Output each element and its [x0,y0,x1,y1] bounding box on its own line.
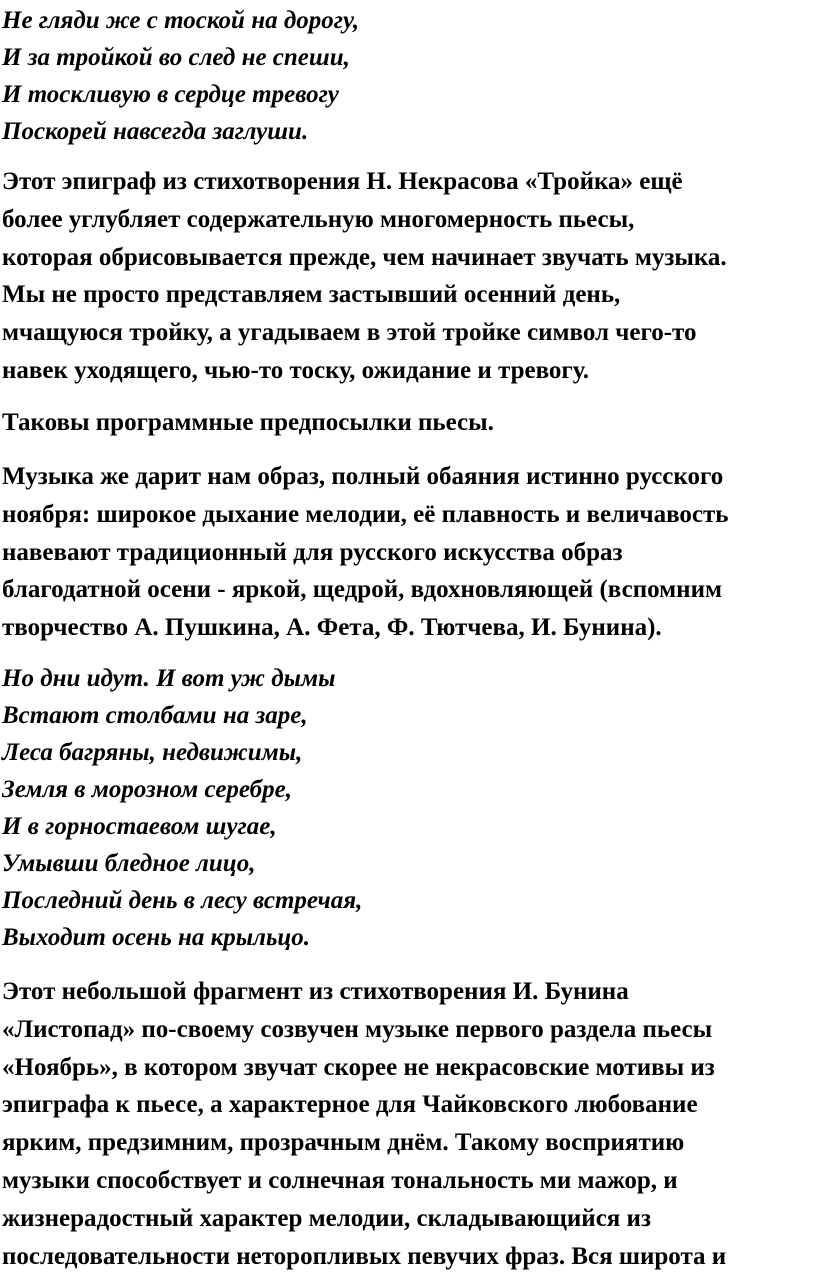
text-line: навек уходящего, чью-то тоску, ожидание и тревогу. [2,356,590,384]
text-line: Этот эпиграф из стихотворения Н. Некрасова «Тройка» ещё [2,168,683,195]
paragraph-program [2,404,494,442]
text-line: «Ноябрь», в котором звучат скорее не некрасовские мотивы из [2,1053,715,1081]
text-line: творчество А. Пушкина, А. Фета, Ф. Тютчева, И. Бунина). [2,614,662,642]
text-line: благодатной осени - яркой, щедрой, вдохновляющей (вспомним [2,576,723,604]
paragraph-music-image [2,458,729,647]
verse-line: Последний день в лесу встречая, [2,887,363,914]
text-line: Этот небольшой фрагмент из стихотворения И. Бунина [2,978,629,1005]
verse-line: Выходит осень на крыльцо. [2,924,311,951]
verse-line: Но дни идут. И вот уж дымы [2,665,336,692]
text-line: «Листопад» по-своему созвучен музыке первого раздела пьесы [2,1015,713,1043]
text-line: ноября: широкое дыхание мелодии, её плавность и величавость [2,500,729,528]
verse-line: Не гляди же с тоской на дорогу, [2,7,360,34]
epigraph-nekrasov-stanza [2,2,359,150]
text-line: жизнерадостный характер мелодии, складывающийся из [2,1204,652,1232]
verse-line: Леса багряны, недвижимы, [2,739,303,766]
verse-line: Встают столбами на заре, [2,702,308,729]
text-line: Музыка же дарит нам образ, полный обаяния истинно русского [2,463,724,490]
verse-line: И в горностаевом шугае, [2,813,277,840]
stanza-bunin [2,660,362,956]
verse-line: Земля в морозном серебре, [2,776,293,803]
paragraph-bunin-note [2,973,726,1275]
text-line: более углубляет содержательную многомерность пьесы, [2,205,635,233]
verse-line: И за тройкой во след не спеши, [2,44,350,71]
paragraph-epigraph-note [2,163,727,390]
text-line: эпиграфа к пьесе, а характерное для Чайковского любование [2,1091,698,1119]
text-line: последовательности неторопливых певучих фраз. Вся широта и [2,1242,727,1270]
text-line: ярким, предзимним, прозрачным днём. Такому восприятию [2,1129,685,1157]
text-line: Мы не просто представляем застывший осенний день, [2,281,621,309]
text-line: навевают традиционный для русского искусства образ [2,538,623,566]
verse-line: Поскорей навсегда заглуши. [2,118,309,145]
verse-line: Умывши бледное лицо, [2,850,256,877]
text-line: мчащуюся тройку, а угадываем в этой тройке символ чего-то [2,319,697,347]
text-line: Таковы программные предпосылки пьесы. [2,409,494,436]
text-line: музыки способствует и солнечная тональность ми мажор, и [2,1166,678,1194]
text-line: которая обрисовывается прежде, чем начинает звучать музыка. [2,243,727,271]
verse-line: И тоскливую в сердце тревогу [2,81,339,108]
